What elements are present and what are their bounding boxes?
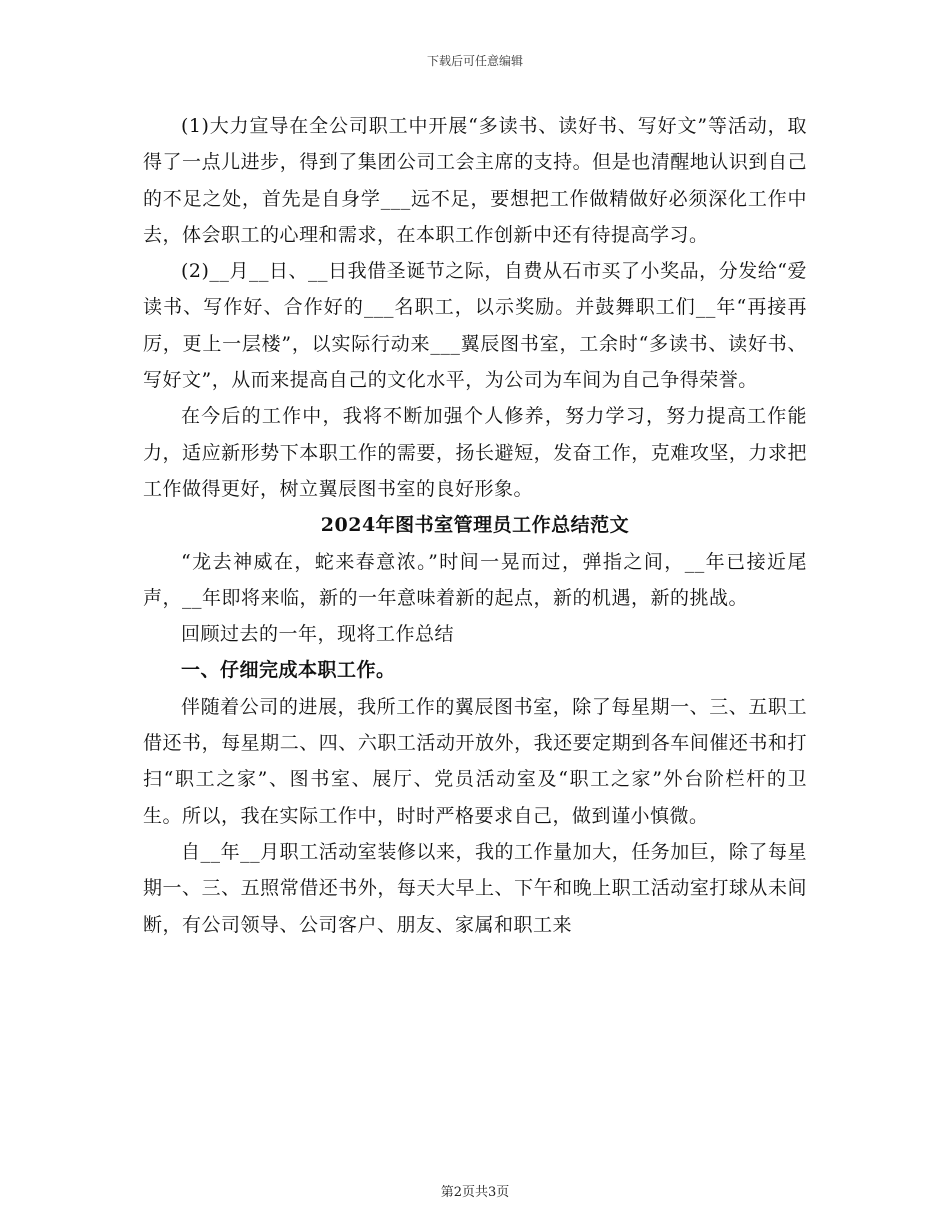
page-header: 下载后可任意编辑: [426, 54, 523, 68]
paragraph-6: 伴随着公司的进展，我所工作的翼辰图书室，除了每星期一、三、五职工借还书，每星期二、四、六职工活动开放外，我还要定期到各车间催还书和打扫“职工之家”、图书室、展厅、党员活动室及“职工之家”外台阶栏杆的卫生。所以，我在实际工作中，时时严格要求自己，做到谨小慎微。: [143, 695, 807, 827]
section-heading-1: 一、仔细完成本职工作。: [181, 659, 396, 682]
document-body: [143, 108, 807, 943]
paragraph-2: (2)__月__日、__日我借圣诞节之际，自费从石市买了小奖品，分发给“爱读书、写作好、合作好的___名职工，以示奖励。并鼓舞职工们__年“再接再厉，更上一层楼”，以实际行动来___翼辰图书室，工余时“多读书、读好书、写好文”，从而来提高自己的文化水平，为公司为车间为自己争得荣誉。: [143, 260, 807, 392]
paragraph-4: “龙去神威在，蛇来春意浓。”时间一晃而过，弹指之间，__年已接近尾声，__年即将来临，新的一年意味着新的起点，新的机遇，新的挑战。: [143, 550, 807, 609]
paragraph-3: 在今后的工作中，我将不断加强个人修养，努力学习，努力提高工作能力，适应新形势下本职工作的需要，扬长避短，发奋工作，克难攻坚，力求把工作做得更好，树立翼辰图书室的良好形象。: [143, 405, 807, 500]
document-title: 2024年图书室管理员工作总结范文: [320, 514, 630, 537]
paragraph-5: 回顾过去的一年，现将工作总结: [181, 623, 455, 646]
paragraph-7: 自__年__月职工活动室装修以来，我的工作量加大，任务加巨，除了每星期一、三、五照常借还书外，每天大早上、下午和晚上职工活动室打球从未间断，有公司领导、公司客户、朋友、家属和职工来: [143, 840, 807, 936]
page-footer: 第2页共3页: [440, 1185, 510, 1200]
paragraph-1: (1)大力宣导在全公司职工中开展“多读书、读好书、写好文”等活动，取得了一点儿进步，得到了集团公司工会主席的支持。但是也清醒地认识到自己的不足之处，首先是自身学___远不足，要想把工作做精做好必须深化工作中去，体会职工的心理和需求，在本职工作创新中还有待提高学习。: [143, 115, 807, 246]
